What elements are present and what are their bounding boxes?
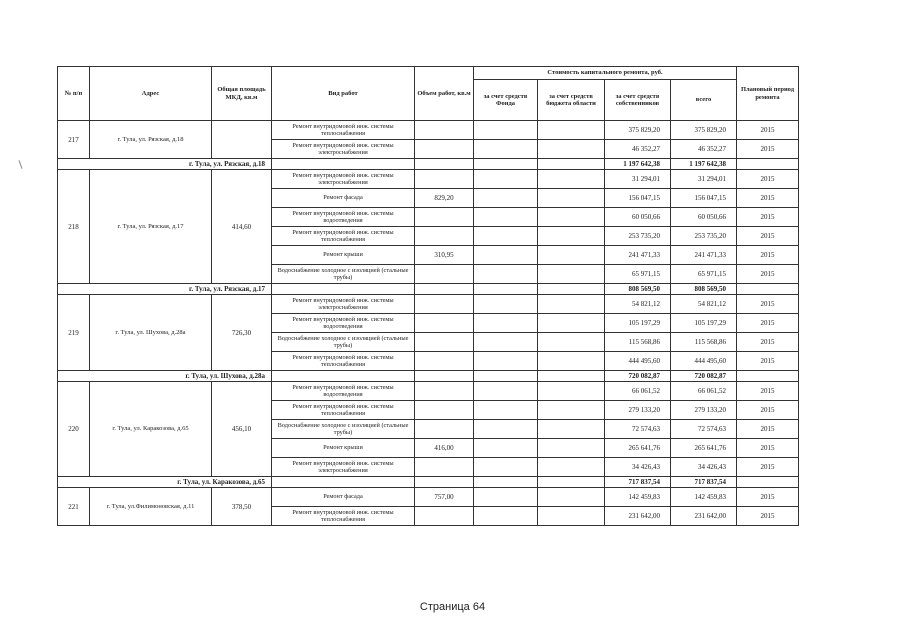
cell-owners: 231 642,00 [605, 507, 671, 526]
cell-fund [474, 488, 538, 507]
subtotal-total: 717 837,54 [671, 477, 737, 488]
cell-period: 2015 [737, 170, 799, 189]
cell-work: Ремонт внутридомовой инж. системы теплоснабжения [272, 507, 415, 526]
cell-period: 2015 [737, 246, 799, 265]
cell-owners: 65 971,15 [605, 265, 671, 284]
cell-fund [474, 458, 538, 477]
header-period: Плановый период ремонта [737, 67, 799, 121]
cell-period: 2015 [737, 189, 799, 208]
subtotal-address: г. Тула, ул. Шухова, д.28а [58, 371, 272, 382]
cell-num: 219 [58, 295, 90, 371]
table-row [58, 382, 799, 401]
cell-owners: 241 471,33 [605, 246, 671, 265]
cell-volume [415, 420, 474, 439]
cell-volume [415, 458, 474, 477]
table-row [58, 170, 799, 189]
cell-owners: 375 829,20 [605, 121, 671, 140]
cell-volume [415, 170, 474, 189]
cell-volume [415, 382, 474, 401]
subtotal-address: г. Тула, ул. Рязская, д.18 [58, 159, 272, 170]
cell-fund [474, 314, 538, 333]
cell-period: 2015 [737, 140, 799, 159]
cell-total: 31 294,01 [671, 170, 737, 189]
cell-owners: 54 821,12 [605, 295, 671, 314]
cell-volume [415, 208, 474, 227]
cell-owners: 46 352,27 [605, 140, 671, 159]
subtotal-owners: 717 837,54 [605, 477, 671, 488]
cell-owners: 60 050,66 [605, 208, 671, 227]
header-work-type: Вид работ [272, 67, 415, 121]
cell-budget [538, 208, 605, 227]
subtotal-row [58, 159, 799, 170]
cell-period: 2015 [737, 295, 799, 314]
cell-period: 2015 [737, 420, 799, 439]
cell-total: 34 426,43 [671, 458, 737, 477]
cell-work: Ремонт внутридомовой инж. системы теплоснабжения [272, 401, 415, 420]
cell-volume: 757,00 [415, 488, 474, 507]
cell-total: 279 133,20 [671, 401, 737, 420]
cell-area [212, 121, 272, 159]
cell-budget [538, 333, 605, 352]
cell-volume [415, 121, 474, 140]
subtotal-address: г. Тула, ул. Каракозова, д.65 [58, 477, 272, 488]
header-volume: Объем работ, кв.м [415, 67, 474, 121]
subtotal-row [58, 371, 799, 382]
cell-budget [538, 420, 605, 439]
cell-work: Ремонт внутридомовой инж. системы электроснабжения [272, 295, 415, 314]
cell-address: г. Тула, ул. Рязская, д.17 [90, 170, 212, 284]
cell-budget [538, 458, 605, 477]
cell-period: 2015 [737, 507, 799, 526]
cell-period: 2015 [737, 439, 799, 458]
cell-period: 2015 [737, 314, 799, 333]
cell-owners: 142 459,83 [605, 488, 671, 507]
cell-work: Ремонт внутридомовой инж. системы теплоснабжения [272, 227, 415, 246]
cell-owners: 115 568,86 [605, 333, 671, 352]
header-cost-group: Стоимость капитального ремонта, руб. [474, 67, 737, 80]
cell-total: 65 971,15 [671, 265, 737, 284]
cell-work: Ремонт фасада [272, 488, 415, 507]
cell-area: 456,10 [212, 382, 272, 477]
table-row [58, 488, 799, 507]
cell-work: Ремонт внутридомовой инж. системы водоотведения [272, 314, 415, 333]
subtotal-row [58, 477, 799, 488]
cell-total: 241 471,33 [671, 246, 737, 265]
cell-work: Ремонт крыши [272, 246, 415, 265]
cell-owners: 34 426,43 [605, 458, 671, 477]
cell-total: 265 641,76 [671, 439, 737, 458]
cell-fund [474, 420, 538, 439]
cell-period: 2015 [737, 333, 799, 352]
cell-period: 2015 [737, 488, 799, 507]
cell-owners: 444 495,60 [605, 352, 671, 371]
cell-total: 231 642,00 [671, 507, 737, 526]
cell-work: Ремонт крыши [272, 439, 415, 458]
cell-work: Ремонт внутридомовой инж. системы водоотведения [272, 208, 415, 227]
cell-fund [474, 333, 538, 352]
cell-total: 115 568,86 [671, 333, 737, 352]
cell-volume [415, 333, 474, 352]
cell-work: Ремонт внутридомовой инж. системы электроснабжения [272, 170, 415, 189]
cell-owners: 105 197,29 [605, 314, 671, 333]
cell-budget [538, 439, 605, 458]
cell-volume [415, 140, 474, 159]
cell-budget [538, 488, 605, 507]
cell-total: 66 061,52 [671, 382, 737, 401]
subtotal-total: 1 197 642,38 [671, 159, 737, 170]
cell-work: Ремонт внутридомовой инж. системы водоотведения [272, 382, 415, 401]
cell-num: 218 [58, 170, 90, 284]
cell-total: 142 459,83 [671, 488, 737, 507]
cell-address: г. Тула, ул.Филимоновская, д.11 [90, 488, 212, 526]
cell-fund [474, 295, 538, 314]
header-area: Общая площадь МКД, кв.м [212, 67, 272, 121]
cell-total: 156 047,15 [671, 189, 737, 208]
subtotal-owners: 808 569,50 [605, 284, 671, 295]
cell-fund [474, 140, 538, 159]
cell-owners: 253 735,20 [605, 227, 671, 246]
cell-total: 46 352,27 [671, 140, 737, 159]
cell-num: 221 [58, 488, 90, 526]
cell-address: г. Тула, ул. Каракозова, д.65 [90, 382, 212, 477]
subtotal-row [58, 284, 799, 295]
cell-volume: 310,95 [415, 246, 474, 265]
cell-volume [415, 314, 474, 333]
cell-volume [415, 352, 474, 371]
cell-fund [474, 401, 538, 420]
stray-mark [18, 160, 22, 169]
cell-period: 2015 [737, 121, 799, 140]
cell-budget [538, 265, 605, 284]
cell-total: 444 495,60 [671, 352, 737, 371]
cell-fund [474, 208, 538, 227]
cell-owners: 72 574,63 [605, 420, 671, 439]
cell-budget [538, 121, 605, 140]
cell-period: 2015 [737, 265, 799, 284]
header-budget: за счет средств бюджета области [538, 80, 605, 121]
cell-budget [538, 227, 605, 246]
header-fund: за счет средств Фонда [474, 80, 538, 121]
cell-work: Ремонт фасада [272, 189, 415, 208]
cell-owners: 156 047,15 [605, 189, 671, 208]
cell-work: Водоснабжение холодное с изоляцией (стальные трубы) [272, 333, 415, 352]
repair-cost-table [57, 66, 799, 526]
cell-volume: 416,00 [415, 439, 474, 458]
subtotal-total: 720 082,87 [671, 371, 737, 382]
cell-area: 726,30 [212, 295, 272, 371]
table-row [58, 295, 799, 314]
cell-volume [415, 295, 474, 314]
cell-total: 105 197,29 [671, 314, 737, 333]
cell-budget [538, 246, 605, 265]
table-row [58, 121, 799, 140]
cell-budget [538, 401, 605, 420]
cell-budget [538, 352, 605, 371]
cell-address: г. Тула, ул. Шухова, д.28а [90, 295, 212, 371]
cell-fund [474, 170, 538, 189]
cell-total: 54 821,12 [671, 295, 737, 314]
cell-num: 220 [58, 382, 90, 477]
cell-volume [415, 265, 474, 284]
cell-area: 378,50 [212, 488, 272, 526]
cell-fund [474, 121, 538, 140]
cell-total: 72 574,63 [671, 420, 737, 439]
cell-owners: 279 133,20 [605, 401, 671, 420]
cell-owners: 31 294,01 [605, 170, 671, 189]
subtotal-owners: 720 082,87 [605, 371, 671, 382]
cell-period: 2015 [737, 401, 799, 420]
cell-period: 2015 [737, 208, 799, 227]
cell-budget [538, 189, 605, 208]
subtotal-owners: 1 197 642,38 [605, 159, 671, 170]
document-sheet [57, 66, 798, 526]
cell-volume [415, 401, 474, 420]
cell-budget [538, 140, 605, 159]
header-num: № п/п [58, 67, 90, 121]
cell-period: 2015 [737, 382, 799, 401]
cell-address: г. Тула, ул. Рязская, д.18 [90, 121, 212, 159]
cell-budget [538, 295, 605, 314]
cell-volume [415, 507, 474, 526]
cell-fund [474, 265, 538, 284]
page-number: Страница 64 [419, 601, 486, 613]
cell-work: Водоснабжение холодное с изоляцией (стальные трубы) [272, 420, 415, 439]
subtotal-address: г. Тула, ул. Рязская, д.17 [58, 284, 272, 295]
cell-area: 414,60 [212, 170, 272, 284]
cell-total: 253 735,20 [671, 227, 737, 246]
subtotal-total: 808 569,50 [671, 284, 737, 295]
cell-work: Ремонт внутридомовой инж. системы теплоснабжения [272, 121, 415, 140]
cell-budget [538, 314, 605, 333]
cell-work: Ремонт внутридомовой инж. системы теплоснабжения [272, 352, 415, 371]
cell-budget [538, 507, 605, 526]
header-owners: за счет средств собственников [605, 80, 671, 121]
cell-period: 2015 [737, 352, 799, 371]
cell-owners: 265 641,76 [605, 439, 671, 458]
cell-budget [538, 170, 605, 189]
cell-fund [474, 439, 538, 458]
cell-num: 217 [58, 121, 90, 159]
cell-fund [474, 382, 538, 401]
cell-period: 2015 [737, 227, 799, 246]
cell-budget [538, 382, 605, 401]
cell-work: Ремонт внутридомовой инж. системы электроснабжения [272, 140, 415, 159]
cell-total: 60 050,66 [671, 208, 737, 227]
cell-fund [474, 189, 538, 208]
cell-fund [474, 227, 538, 246]
cell-total: 375 829,20 [671, 121, 737, 140]
header-address: Адрес [90, 67, 212, 121]
cell-owners: 66 061,52 [605, 382, 671, 401]
cell-fund [474, 507, 538, 526]
cell-period: 2015 [737, 458, 799, 477]
cell-fund [474, 352, 538, 371]
cell-volume [415, 227, 474, 246]
header-total: всего [671, 80, 737, 121]
cell-work: Ремонт внутридомовой инж. системы электроснабжения [272, 458, 415, 477]
cell-work: Водоснабжение холодное с изоляцией (стальные трубы) [272, 265, 415, 284]
cell-fund [474, 246, 538, 265]
cell-volume: 829,20 [415, 189, 474, 208]
